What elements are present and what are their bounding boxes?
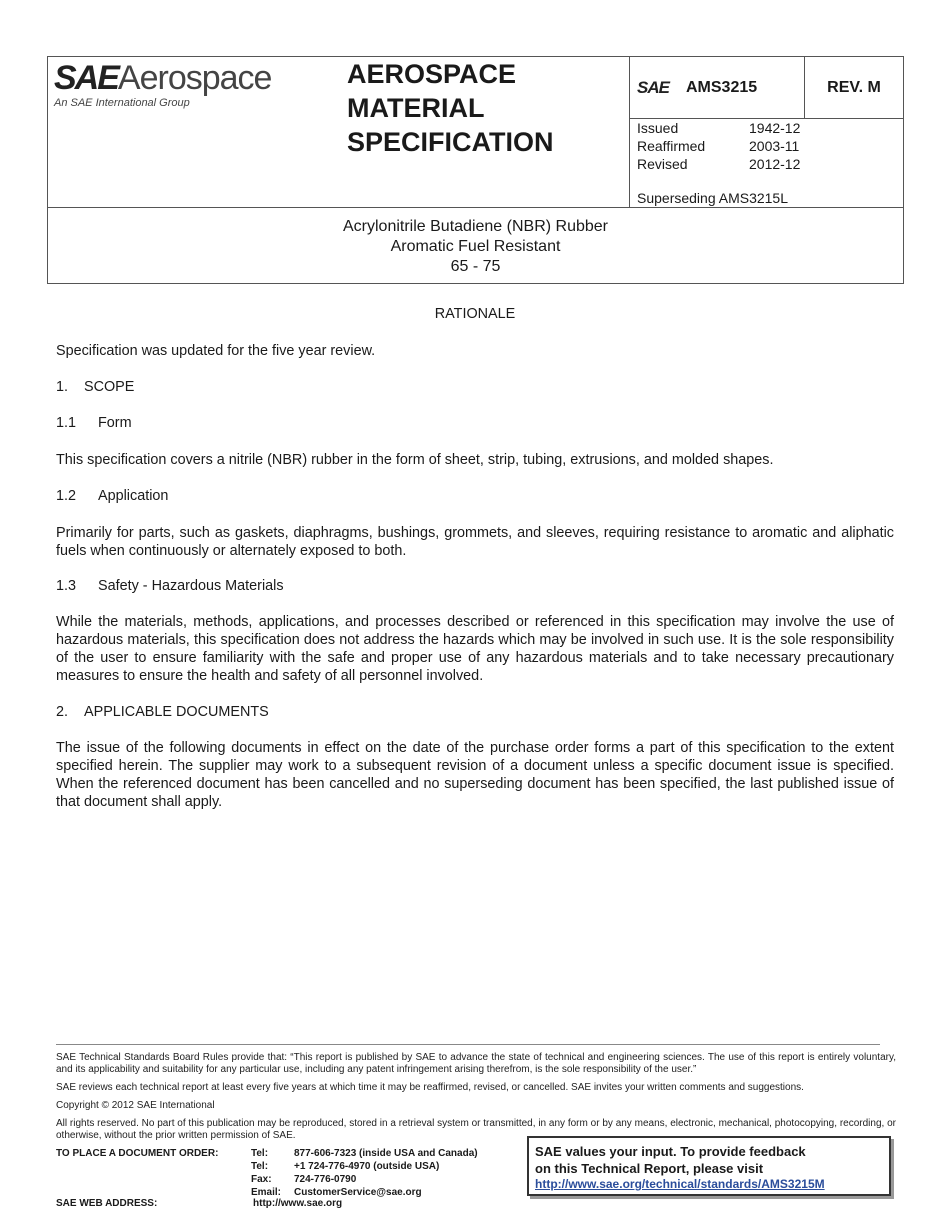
section-title: Application <box>98 488 169 504</box>
subsection-heading <box>56 577 894 595</box>
section-heading <box>56 703 894 721</box>
sae-mark: SAE <box>637 78 669 97</box>
doc-number-cell <box>629 57 804 119</box>
contact-value: 877-606-7323 (inside USA and Canada) <box>294 1148 478 1159</box>
footer-review-text: SAE reviews each technical report at least every five years at which time it may be reaffirmed, revised, or cancelled. SAE invites your written comments and suggestions. <box>56 1082 804 1093</box>
paragraph: The issue of the following documents in effect on the date of the purchase order forms a part of this specification to the extent specified herein. The supplier may work to a subsequent revision of a document unless a specific document issue is specified. When the referenced document has been cancelled and no superseding document has been specified, the last published issue of that document shall apply. <box>56 740 894 810</box>
section-title: Form <box>98 415 132 431</box>
date-history <box>637 119 800 173</box>
contact-label: Email: <box>251 1187 282 1198</box>
title-line: AEROSPACE <box>347 59 517 89</box>
web-address-label: SAE WEB ADDRESS: <box>56 1198 158 1209</box>
logo-subtitle: An SAE International Group <box>54 97 190 109</box>
contact-row <box>251 1173 478 1186</box>
subsection-heading <box>56 414 894 432</box>
subject-line: Acrylonitrile Butadiene (NBR) Rubber <box>343 218 608 235</box>
feedback-link[interactable]: http://www.sae.org/technical/standards/AMS3215M <box>535 1177 825 1191</box>
feedback-text <box>535 1143 806 1177</box>
contact-value: +1 724-776-4970 (outside USA) <box>294 1161 440 1172</box>
date-value: 1942-12 <box>749 120 801 136</box>
footer-copyright: Copyright © 2012 SAE International <box>56 1100 215 1111</box>
date-label: Revised <box>637 156 688 172</box>
web-address-link[interactable]: http://www.sae.org <box>253 1198 343 1209</box>
sae-aerospace-logo <box>54 59 271 98</box>
header-box <box>47 56 904 284</box>
paragraph: While the materials, methods, applications, and processes described or referenced in this specification may involve the use of hazardous materials, this specification does not address the hazards which may be involved in such use. It is the sole responsibility of the user to ensure familiarity with the safe and proper use of any hazardous materials and to take necessary precautionary measures to ensure the health and safety of all personnel involved. <box>56 614 894 684</box>
section-number: 1.1 <box>56 415 77 431</box>
date-label: Reaffirmed <box>637 138 706 154</box>
section-title: APPLICABLE DOCUMENTS <box>84 704 269 720</box>
date-row <box>637 137 800 155</box>
title-line: MATERIAL <box>347 93 485 123</box>
subject-line: 65 - 75 <box>450 258 501 275</box>
document-type-title <box>347 57 554 159</box>
revision-label: REV. M <box>827 79 881 96</box>
order-contacts <box>251 1147 478 1199</box>
footer-rules-text: SAE Technical Standards Board Rules provide that: “This report is published by SAE to advance the state of technical and engineering sciences. The use of this report is entirely voluntary, and its applicability and suitability for any particular use, including any patent infringement arising therefrom, is the sole responsibility of the user.” <box>56 1052 896 1075</box>
logo-cell <box>48 57 338 207</box>
contact-label: Tel: <box>251 1148 269 1159</box>
superseding-note: Superseding AMS3215L <box>637 190 788 206</box>
subject-line: Aromatic Fuel Resistant <box>390 238 561 255</box>
contact-email[interactable]: CustomerService@sae.org <box>294 1187 422 1198</box>
logo-aerospace-text: Aerospace <box>117 59 272 97</box>
section-title: SCOPE <box>84 379 135 395</box>
contact-value: 724-776-0790 <box>294 1174 357 1185</box>
contact-label: Tel: <box>251 1161 269 1172</box>
section-number: 1.2 <box>56 488 77 504</box>
section-number: 2. <box>56 704 69 720</box>
footer-rule <box>56 1044 880 1045</box>
section-title: Safety - Hazardous Materials <box>98 578 284 594</box>
date-value: 2012-12 <box>749 156 801 172</box>
date-row <box>637 119 800 137</box>
subsection-heading <box>56 487 894 505</box>
contact-label: Fax: <box>251 1174 272 1185</box>
order-label: TO PLACE A DOCUMENT ORDER: <box>56 1148 219 1159</box>
title-line: SPECIFICATION <box>347 127 554 157</box>
rationale-heading: RATIONALE <box>434 306 516 322</box>
paragraph: This specification covers a nitrile (NBR) rubber in the form of sheet, strip, tubing, extrusions, and molded shapes. <box>56 452 774 468</box>
date-row <box>637 155 800 173</box>
footer-rights-text: All rights reserved. No part of this publication may be reproduced, stored in a retrieval system or transmitted, in any form or by any means, electronic, mechanical, photocopying, recording, or otherwise, without the prior written permission of SAE. <box>56 1118 896 1141</box>
divider <box>48 207 903 208</box>
document-subject <box>48 217 903 277</box>
section-heading <box>56 378 894 396</box>
feedback-line: on this Technical Report, please visit <box>535 1161 764 1176</box>
section-number: 1.3 <box>56 578 77 594</box>
date-label: Issued <box>637 120 679 136</box>
rationale-text: Specification was updated for the five year review. <box>56 343 376 359</box>
feedback-box <box>527 1136 891 1196</box>
doc-number: AMS3215 <box>686 79 758 96</box>
logo-sae-text: SAE <box>54 59 118 97</box>
feedback-line: SAE values your input. To provide feedback <box>535 1144 806 1159</box>
contact-row <box>251 1147 478 1160</box>
paragraph: Primarily for parts, such as gaskets, diaphragms, bushings, grommets, and sleeves, requiring resistance to aromatic and aliphatic fuels when continuously or alternately exposed to both. <box>56 525 894 559</box>
date-value: 2003-11 <box>749 138 800 154</box>
section-number: 1. <box>56 379 69 395</box>
contact-row <box>251 1160 478 1173</box>
